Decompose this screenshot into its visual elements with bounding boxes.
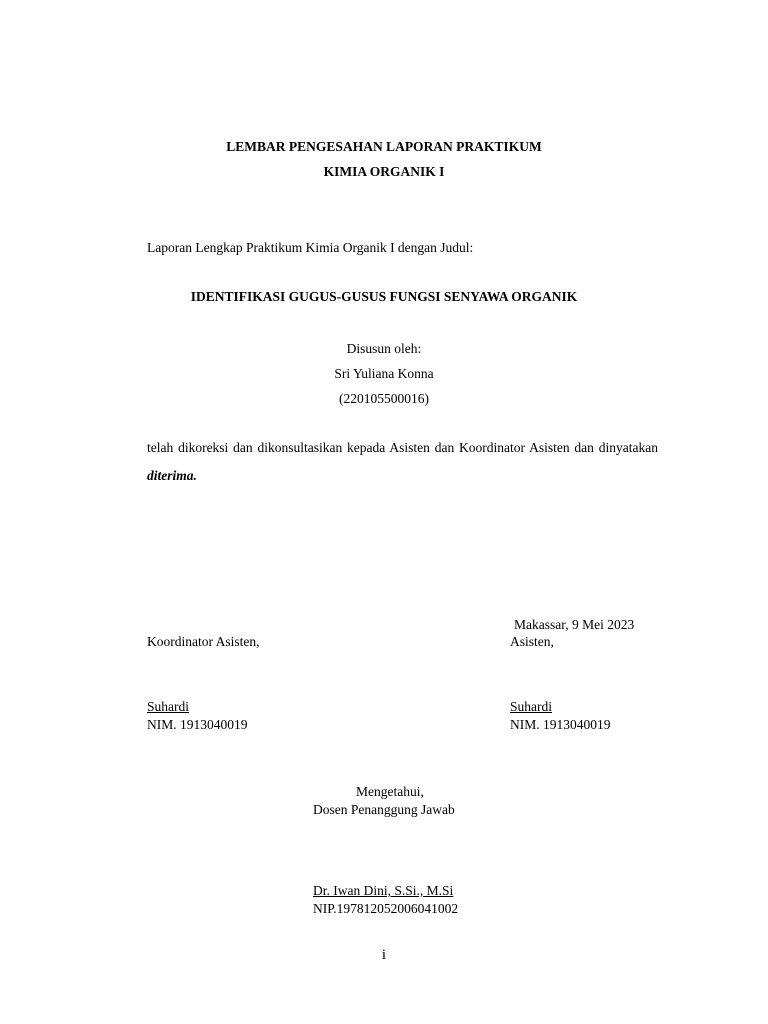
lecturer-nip: NIP.197812052006041002 [313, 901, 459, 916]
lecturer-name: Dr. Iwan Dini, S.Si., M.Si [313, 883, 454, 898]
document-title-line-1: LEMBAR PENGESAHAN LAPORAN PRAKTIKUM [226, 139, 542, 154]
lecturer-role: Dosen Penanggung Jawab [313, 802, 455, 817]
intro-text: Laporan Lengkap Praktikum Kimia Organik I dengan Judul: [147, 240, 474, 255]
approval-statement-text: telah dikoreksi dan dikonsultasikan kepada Asisten dan Koordinator Asisten dan dinyatakan [147, 440, 658, 455]
page-number: i [381, 947, 387, 963]
coordinator-name: Suhardi [147, 699, 189, 714]
assistant-nim: NIM. 1913040019 [510, 717, 611, 732]
place-date: Makassar, 9 Mei 2023 [514, 617, 635, 632]
approval-emphasis: diterima. [147, 468, 197, 483]
author-label: Disusun oleh: [346, 341, 422, 356]
report-title: IDENTIFIKASI GUGUS-GUSUS FUNGSI SENYAWA ORGANIK [190, 289, 578, 304]
coordinator-role: Koordinator Asisten, [147, 634, 260, 649]
author-name: Sri Yuliana Konna [334, 366, 434, 381]
coordinator-nim: NIM. 1913040019 [147, 717, 248, 732]
document-title-line-2: KIMIA ORGANIK I [323, 164, 445, 179]
author-student-id: (220105500016) [339, 391, 429, 406]
acknowledged-label: Mengetahui, [356, 784, 424, 799]
assistant-role: Asisten, [510, 634, 554, 649]
approval-statement [147, 434, 658, 490]
assistant-name: Suhardi [510, 699, 552, 714]
